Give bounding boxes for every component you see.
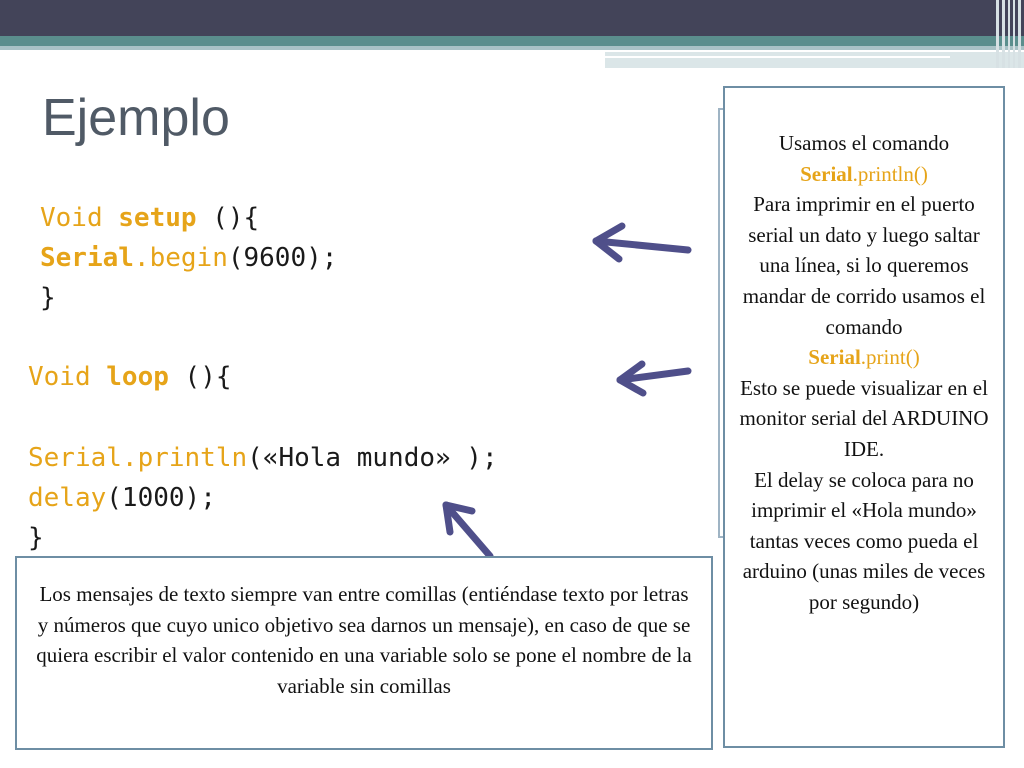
note-right-line2: Para imprimir en el puerto serial un dato y luego saltar una línea, si lo queremos mandar de corrido usamos el comando [742, 192, 986, 339]
note-right-line3: Esto se puede visualizar en el monitor serial del ARDUINO IDE. [739, 375, 989, 461]
arrow-to-println [446, 505, 490, 556]
code-void-keyword-loop: Void [28, 362, 91, 392]
code-begin-args: (9600); [227, 243, 338, 273]
arrow-to-setup [596, 226, 688, 259]
code-println-args: («Hola mundo» ); [247, 443, 498, 473]
note-right-println [731, 159, 997, 190]
slide-title: Ejemplo [42, 89, 230, 147]
note-right-box [723, 86, 1005, 748]
code-setup-open: { [243, 203, 260, 233]
code-loop-close: } [28, 523, 44, 553]
code-println-call: Serial.println [28, 443, 248, 473]
note-right-line1: Usamos el comando [778, 131, 950, 155]
code-loop-paren: () [168, 362, 216, 392]
code-serial-class: Serial [40, 243, 134, 273]
note-serial-2: Serial [808, 345, 861, 370]
note-bottom-box [15, 556, 713, 750]
code-loop-open: { [215, 362, 232, 392]
note-serial-1: Serial [800, 161, 853, 186]
code-void-keyword: Void [40, 203, 103, 233]
code-setup-paren: () [196, 203, 244, 233]
note-print-method: .print() [860, 345, 920, 370]
code-delay-call: delay [28, 483, 107, 513]
note-println-method: .println() [852, 161, 928, 186]
code-loop-name: loop [106, 362, 169, 392]
note-right-print [731, 342, 997, 373]
note-right-line4: El delay se coloca para no imprimir el «Hola mundo» tantas veces como pueda el arduino (unas miles de veces por segundo) [742, 467, 986, 614]
code-setup-name: setup [118, 203, 197, 233]
code-setup-close: } [40, 283, 56, 313]
code-begin-method: .begin [133, 243, 228, 273]
arrow-to-loop [620, 364, 688, 393]
code-delay-args: (1000); [106, 483, 216, 513]
note-bottom-text: Los mensajes de texto siempre van entre comillas (entiéndase texto por letras y números que cuyo unico objetivo sea darnos un mensaje), en caso de que se quiera escribir el valor contenido en una variable solo se pone el nombre de la variable sin comillas [36, 582, 692, 698]
